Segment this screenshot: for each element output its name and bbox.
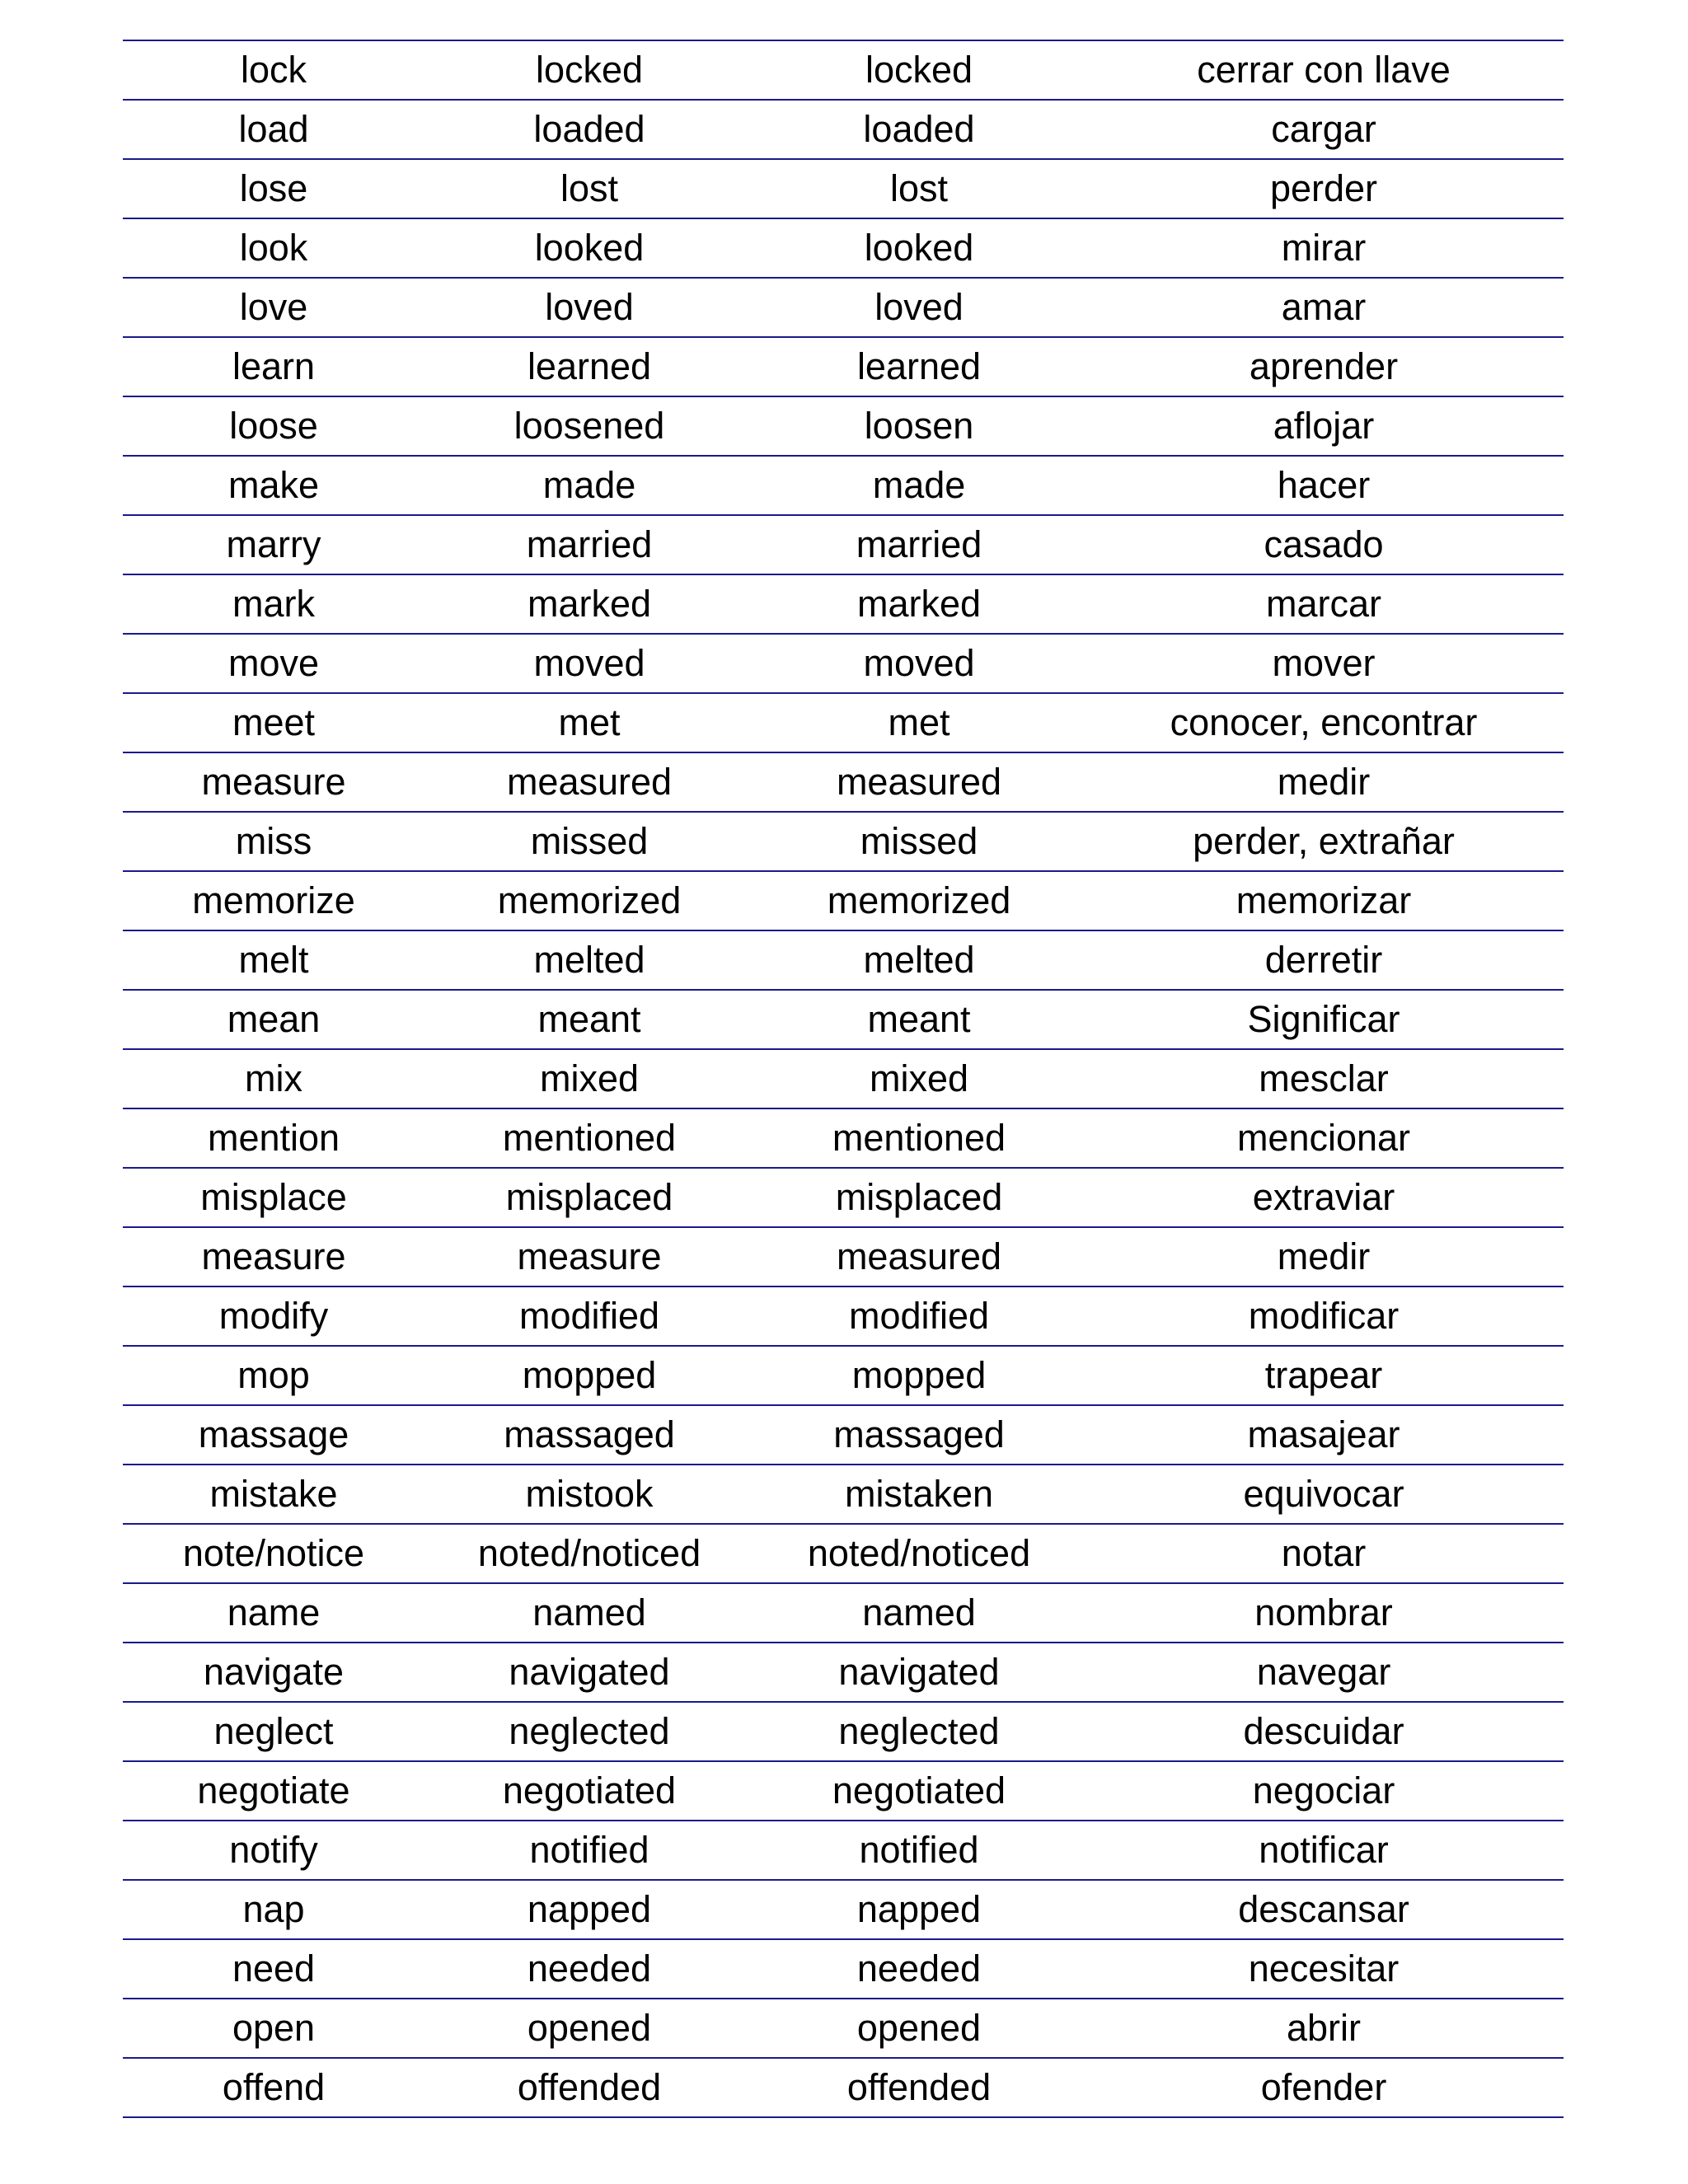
- translation-cell: descansar: [1084, 1880, 1564, 1939]
- base-form-cell: mention: [123, 1108, 424, 1168]
- translation-cell: cerrar con llave: [1084, 40, 1564, 100]
- translation-cell: necesitar: [1084, 1939, 1564, 1999]
- past-participle-cell: meant: [754, 990, 1084, 1049]
- past-participle-cell: massaged: [754, 1405, 1084, 1465]
- table-row: [123, 693, 1564, 752]
- translation-cell: extraviar: [1084, 1168, 1564, 1227]
- table-row: [123, 2058, 1564, 2117]
- base-form-cell: marry: [123, 515, 424, 574]
- table-row: [123, 812, 1564, 871]
- translation-cell: mesclar: [1084, 1049, 1564, 1108]
- past-participle-cell: made: [754, 456, 1084, 515]
- base-form-cell: massage: [123, 1405, 424, 1465]
- translation-cell: aprender: [1084, 337, 1564, 396]
- past-simple-cell: marked: [424, 574, 754, 634]
- base-form-cell: make: [123, 456, 424, 515]
- past-simple-cell: met: [424, 693, 754, 752]
- translation-cell: equivocar: [1084, 1465, 1564, 1524]
- base-form-cell: memorize: [123, 871, 424, 930]
- translation-cell: navegar: [1084, 1643, 1564, 1702]
- table-row: [123, 1999, 1564, 2058]
- past-participle-cell: mixed: [754, 1049, 1084, 1108]
- past-participle-cell: needed: [754, 1939, 1084, 1999]
- base-form-cell: load: [123, 100, 424, 159]
- past-simple-cell: modified: [424, 1286, 754, 1346]
- past-participle-cell: noted/noticed: [754, 1524, 1084, 1583]
- table-row: [123, 100, 1564, 159]
- past-simple-cell: misplaced: [424, 1168, 754, 1227]
- translation-cell: mencionar: [1084, 1108, 1564, 1168]
- translation-cell: mirar: [1084, 218, 1564, 278]
- translation-cell: notar: [1084, 1524, 1564, 1583]
- past-participle-cell: loaded: [754, 100, 1084, 159]
- base-form-cell: look: [123, 218, 424, 278]
- table-row: [123, 1168, 1564, 1227]
- base-form-cell: mop: [123, 1346, 424, 1405]
- past-participle-cell: measured: [754, 752, 1084, 812]
- table-row: [123, 337, 1564, 396]
- past-participle-cell: memorized: [754, 871, 1084, 930]
- past-participle-cell: neglected: [754, 1702, 1084, 1761]
- past-simple-cell: notified: [424, 1821, 754, 1880]
- past-participle-cell: measured: [754, 1227, 1084, 1286]
- translation-cell: mover: [1084, 634, 1564, 693]
- past-participle-cell: mopped: [754, 1346, 1084, 1405]
- table-row: [123, 1643, 1564, 1702]
- translation-cell: cargar: [1084, 100, 1564, 159]
- past-simple-cell: noted/noticed: [424, 1524, 754, 1583]
- past-simple-cell: locked: [424, 40, 754, 100]
- past-simple-cell: napped: [424, 1880, 754, 1939]
- translation-cell: perder, extrañar: [1084, 812, 1564, 871]
- past-simple-cell: named: [424, 1583, 754, 1643]
- base-form-cell: navigate: [123, 1643, 424, 1702]
- base-form-cell: mistake: [123, 1465, 424, 1524]
- table-row: [123, 1880, 1564, 1939]
- table-row: [123, 40, 1564, 100]
- base-form-cell: love: [123, 278, 424, 337]
- base-form-cell: modify: [123, 1286, 424, 1346]
- table-row: [123, 1049, 1564, 1108]
- translation-cell: nombrar: [1084, 1583, 1564, 1643]
- past-simple-cell: loved: [424, 278, 754, 337]
- past-simple-cell: mentioned: [424, 1108, 754, 1168]
- base-form-cell: open: [123, 1999, 424, 2058]
- table-row: [123, 515, 1564, 574]
- base-form-cell: mix: [123, 1049, 424, 1108]
- base-form-cell: nap: [123, 1880, 424, 1939]
- base-form-cell: lock: [123, 40, 424, 100]
- table-row: [123, 396, 1564, 456]
- past-simple-cell: mixed: [424, 1049, 754, 1108]
- past-simple-cell: married: [424, 515, 754, 574]
- translation-cell: modificar: [1084, 1286, 1564, 1346]
- past-participle-cell: loosen: [754, 396, 1084, 456]
- table-row: [123, 1583, 1564, 1643]
- translation-cell: casado: [1084, 515, 1564, 574]
- table-row: [123, 930, 1564, 990]
- past-participle-cell: mistaken: [754, 1465, 1084, 1524]
- past-participle-cell: named: [754, 1583, 1084, 1643]
- table-row: [123, 1465, 1564, 1524]
- base-form-cell: measure: [123, 752, 424, 812]
- past-simple-cell: navigated: [424, 1643, 754, 1702]
- past-simple-cell: learned: [424, 337, 754, 396]
- base-form-cell: note/notice: [123, 1524, 424, 1583]
- verb-table-body: [123, 40, 1564, 2117]
- translation-cell: Significar: [1084, 990, 1564, 1049]
- past-participle-cell: loved: [754, 278, 1084, 337]
- translation-cell: medir: [1084, 1227, 1564, 1286]
- past-participle-cell: napped: [754, 1880, 1084, 1939]
- table-row: [123, 456, 1564, 515]
- translation-cell: notificar: [1084, 1821, 1564, 1880]
- past-simple-cell: mistook: [424, 1465, 754, 1524]
- past-simple-cell: loosened: [424, 396, 754, 456]
- past-simple-cell: offended: [424, 2058, 754, 2117]
- translation-cell: negociar: [1084, 1761, 1564, 1821]
- table-row: [123, 871, 1564, 930]
- table-row: [123, 1702, 1564, 1761]
- table-row: [123, 278, 1564, 337]
- translation-cell: hacer: [1084, 456, 1564, 515]
- past-simple-cell: lost: [424, 159, 754, 218]
- base-form-cell: learn: [123, 337, 424, 396]
- past-participle-cell: melted: [754, 930, 1084, 990]
- past-simple-cell: neglected: [424, 1702, 754, 1761]
- table-row: [123, 159, 1564, 218]
- past-participle-cell: modified: [754, 1286, 1084, 1346]
- table-row: [123, 1939, 1564, 1999]
- base-form-cell: misplace: [123, 1168, 424, 1227]
- past-participle-cell: married: [754, 515, 1084, 574]
- translation-cell: conocer, encontrar: [1084, 693, 1564, 752]
- past-participle-cell: learned: [754, 337, 1084, 396]
- base-form-cell: negotiate: [123, 1761, 424, 1821]
- table-row: [123, 634, 1564, 693]
- base-form-cell: melt: [123, 930, 424, 990]
- past-simple-cell: made: [424, 456, 754, 515]
- past-simple-cell: melted: [424, 930, 754, 990]
- past-simple-cell: negotiated: [424, 1761, 754, 1821]
- past-simple-cell: loaded: [424, 100, 754, 159]
- table-row: [123, 1227, 1564, 1286]
- past-participle-cell: lost: [754, 159, 1084, 218]
- table-row: [123, 574, 1564, 634]
- past-simple-cell: missed: [424, 812, 754, 871]
- translation-cell: ofender: [1084, 2058, 1564, 2117]
- past-simple-cell: needed: [424, 1939, 754, 1999]
- base-form-cell: notify: [123, 1821, 424, 1880]
- past-participle-cell: offended: [754, 2058, 1084, 2117]
- translation-cell: amar: [1084, 278, 1564, 337]
- base-form-cell: name: [123, 1583, 424, 1643]
- translation-cell: masajear: [1084, 1405, 1564, 1465]
- past-participle-cell: looked: [754, 218, 1084, 278]
- past-simple-cell: opened: [424, 1999, 754, 2058]
- past-participle-cell: mentioned: [754, 1108, 1084, 1168]
- verb-table: [123, 40, 1564, 2118]
- translation-cell: trapear: [1084, 1346, 1564, 1405]
- past-simple-cell: moved: [424, 634, 754, 693]
- past-participle-cell: met: [754, 693, 1084, 752]
- translation-cell: marcar: [1084, 574, 1564, 634]
- table-row: [123, 218, 1564, 278]
- past-simple-cell: looked: [424, 218, 754, 278]
- table-row: [123, 1286, 1564, 1346]
- translation-cell: descuidar: [1084, 1702, 1564, 1761]
- table-row: [123, 1108, 1564, 1168]
- table-row: [123, 752, 1564, 812]
- past-participle-cell: negotiated: [754, 1761, 1084, 1821]
- table-row: [123, 1346, 1564, 1405]
- past-simple-cell: mopped: [424, 1346, 754, 1405]
- past-participle-cell: opened: [754, 1999, 1084, 2058]
- translation-cell: aflojar: [1084, 396, 1564, 456]
- translation-cell: perder: [1084, 159, 1564, 218]
- past-simple-cell: meant: [424, 990, 754, 1049]
- base-form-cell: mark: [123, 574, 424, 634]
- past-participle-cell: missed: [754, 812, 1084, 871]
- past-participle-cell: locked: [754, 40, 1084, 100]
- past-participle-cell: navigated: [754, 1643, 1084, 1702]
- past-simple-cell: massaged: [424, 1405, 754, 1465]
- translation-cell: derretir: [1084, 930, 1564, 990]
- past-simple-cell: measure: [424, 1227, 754, 1286]
- past-participle-cell: misplaced: [754, 1168, 1084, 1227]
- past-simple-cell: memorized: [424, 871, 754, 930]
- base-form-cell: neglect: [123, 1702, 424, 1761]
- table-row: [123, 1524, 1564, 1583]
- translation-cell: abrir: [1084, 1999, 1564, 2058]
- past-participle-cell: notified: [754, 1821, 1084, 1880]
- past-participle-cell: marked: [754, 574, 1084, 634]
- table-row: [123, 1761, 1564, 1821]
- base-form-cell: miss: [123, 812, 424, 871]
- base-form-cell: move: [123, 634, 424, 693]
- table-row: [123, 1821, 1564, 1880]
- base-form-cell: offend: [123, 2058, 424, 2117]
- table-row: [123, 1405, 1564, 1465]
- base-form-cell: loose: [123, 396, 424, 456]
- base-form-cell: measure: [123, 1227, 424, 1286]
- base-form-cell: mean: [123, 990, 424, 1049]
- base-form-cell: lose: [123, 159, 424, 218]
- translation-cell: medir: [1084, 752, 1564, 812]
- base-form-cell: meet: [123, 693, 424, 752]
- translation-cell: memorizar: [1084, 871, 1564, 930]
- past-participle-cell: moved: [754, 634, 1084, 693]
- past-simple-cell: measured: [424, 752, 754, 812]
- table-row: [123, 990, 1564, 1049]
- base-form-cell: need: [123, 1939, 424, 1999]
